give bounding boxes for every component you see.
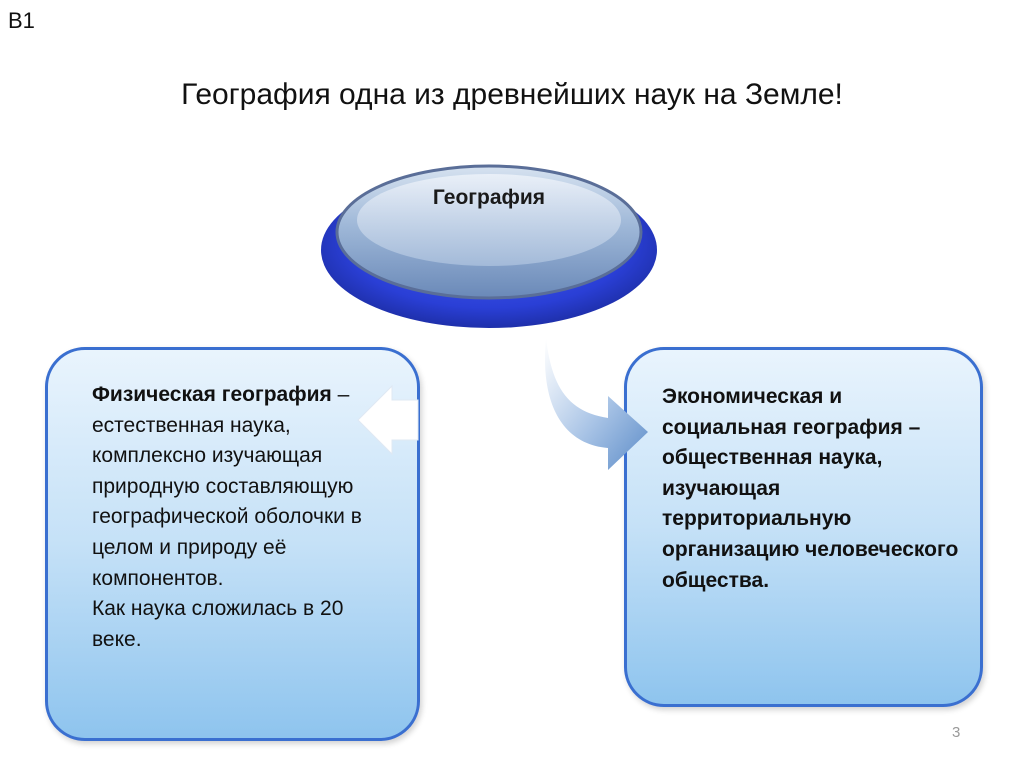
economic-geography-text: Экономическая и социальная география – общественная наука, изучающая территориальную организацию человеческого общества. (662, 385, 959, 592)
physical-geography-heading: Физическая география (92, 383, 332, 406)
physical-geography-body: – естественная наука, комплексно изучающая природную составляющую географической оболочки в целом и природу её компонентов. (92, 383, 362, 590)
center-node (318, 148, 660, 334)
physical-geography-text (92, 380, 392, 655)
slide-title: География одна из древнейших наук на Земле! (181, 78, 843, 111)
slide-corner-label: B1 (8, 8, 35, 33)
physical-geography-box (45, 347, 420, 741)
center-disc-shape (318, 148, 660, 334)
center-node-label: География (432, 186, 546, 209)
physical-geography-note: Как наука сложилась в 20 веке. (92, 597, 344, 651)
page-number: 3 (952, 724, 961, 741)
economic-geography-box (624, 347, 983, 707)
